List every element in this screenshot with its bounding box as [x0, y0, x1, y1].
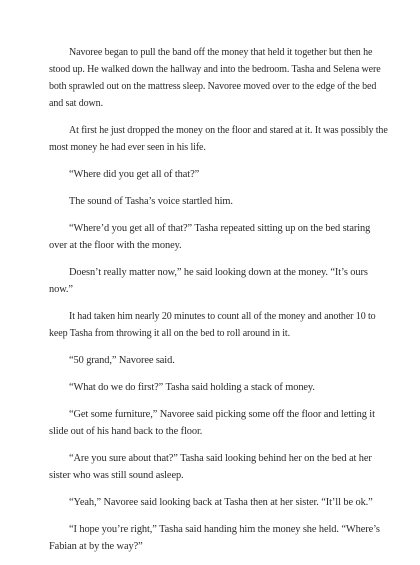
dialogue-paragraph: “Where did you get all of that?”	[69, 169, 200, 180]
dialogue-paragraph: “Yeah,” Navoree said looking back at Tasha then at her sister. “It’ll be ok.”	[69, 497, 373, 508]
paragraph: It had taken him nearly 20 minutes to count all of the money and another 10 to keep Tasha from throwing it all on the bed to roll around in it.	[49, 311, 376, 339]
dialogue-paragraph: “Where’d you get all of that?” Tasha repeated sitting up on the bed staring over at the floor with the money.	[49, 223, 371, 251]
paragraph: The sound of Tasha’s voice startled him.	[69, 196, 233, 207]
dialogue-paragraph: “Get some furniture,” Navoree said picking some off the floor and letting it slide out of his hand back to the floor.	[49, 409, 375, 437]
document-body	[49, 44, 389, 565]
paragraph: Navoree began to pull the band off the money that held it together but then he stood up. He walked down the hallway and into the bedroom. Tasha and Selena were both sprawled out on the mattress sleep. Navoree moved over to the edge of the bed and sat down.	[49, 47, 381, 109]
dialogue-paragraph: “What do we do first?” Tasha said holding a stack of money.	[69, 382, 315, 393]
dialogue-paragraph: Doesn’t really matter now,” he said looking down at the money. “It’s ours now.”	[49, 267, 368, 295]
dialogue-paragraph: “I hope you’re right,” Tasha said handing him the money she held. “Where’s Fabian at by the way?”	[49, 524, 380, 552]
paragraph: At first he just dropped the money on the floor and stared at it. It was possibly the most money he had ever seen in his life.	[49, 125, 388, 153]
dialogue-paragraph: “Are you sure about that?” Tasha said looking behind her on the bed at her sister who was still sound asleep.	[49, 453, 372, 481]
dialogue-paragraph: “50 grand,” Navoree said.	[69, 355, 175, 366]
